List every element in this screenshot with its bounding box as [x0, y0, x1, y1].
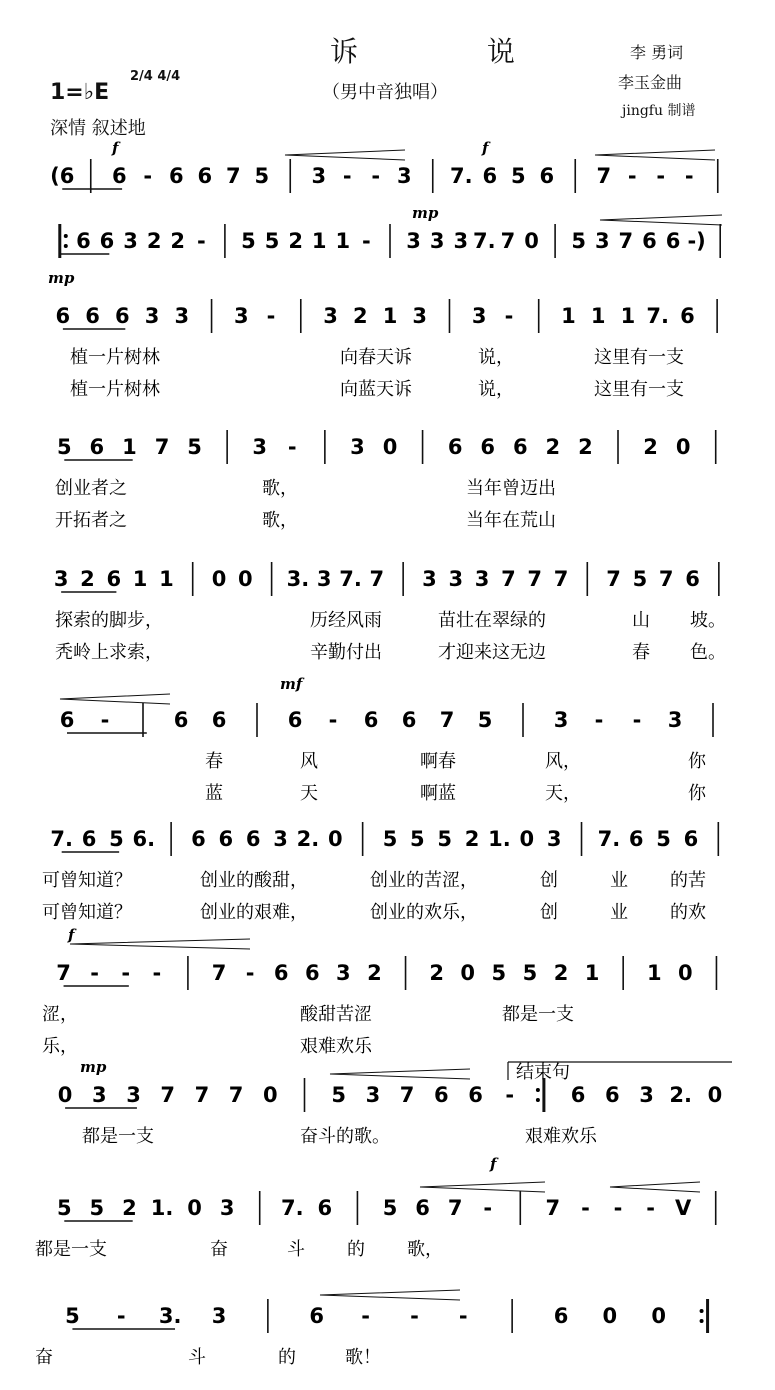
- lyric-verse2: 歌，: [262, 510, 298, 531]
- note: 1.: [150, 1196, 174, 1220]
- note: 0: [602, 1304, 618, 1328]
- key-signature: 1=♭E: [50, 80, 110, 105]
- note: 0: [651, 1304, 667, 1328]
- note: -: [245, 961, 255, 985]
- lyric-verse1: 歌，: [407, 1239, 443, 1260]
- note: 2: [367, 961, 382, 985]
- lyric-verse1: 说，: [478, 347, 514, 368]
- note: 7: [369, 567, 385, 591]
- note: -: [342, 164, 352, 188]
- note: 0: [519, 827, 535, 851]
- lyric-verse1: 都是一支: [502, 1004, 574, 1025]
- lyric-verse1: 创业者之: [55, 478, 127, 499]
- note: 3: [429, 229, 445, 253]
- note: 7: [501, 567, 516, 591]
- note: 3: [144, 304, 160, 328]
- note: (6: [50, 164, 75, 188]
- section-label: 结束句: [516, 1062, 570, 1083]
- lyric-verse2: 创业的艰难，: [200, 902, 308, 923]
- lyric-verse1: 春: [205, 751, 223, 772]
- note: 6: [680, 304, 695, 328]
- lyric-verse1: 酸甜苦涩: [300, 1004, 372, 1025]
- note: 7.: [597, 827, 621, 851]
- note: 1: [311, 229, 327, 253]
- note: -: [287, 435, 297, 459]
- lyric-verse1: 艰难欢乐: [525, 1126, 597, 1147]
- tempo-marking: 深情 叙述地: [50, 118, 146, 139]
- lyric-verse2: 业: [610, 902, 628, 923]
- repeat-dot: [536, 1088, 540, 1092]
- lyric-verse1: 风: [300, 751, 318, 772]
- note: -: [656, 164, 666, 188]
- note: 0: [237, 567, 253, 591]
- lyric-verse1: 都是一支: [82, 1126, 154, 1147]
- note: 2: [429, 961, 444, 985]
- hairpin: [610, 1182, 700, 1192]
- lyric-verse2: 春: [632, 642, 650, 663]
- note: 3: [365, 1083, 381, 1107]
- note: 2: [553, 961, 569, 985]
- note: -: [594, 708, 604, 732]
- note: 1.: [488, 827, 511, 851]
- lyric-verse2: 创业的欢乐，: [370, 902, 478, 923]
- note: 5: [109, 827, 124, 851]
- lyric-verse1: 奋: [35, 1347, 53, 1368]
- note: 0: [524, 229, 539, 253]
- note: 6: [363, 708, 379, 732]
- note: -: [371, 164, 381, 188]
- note: -: [121, 961, 131, 985]
- note: 6: [482, 164, 498, 188]
- note: 7.: [449, 164, 473, 188]
- lyric-verse2: 天，: [545, 783, 581, 804]
- note: 0: [211, 567, 227, 591]
- lyric-verse2: 秃岭上求索，: [55, 642, 163, 663]
- note: 5: [264, 229, 280, 253]
- note: 6: [85, 304, 100, 328]
- lyric-verse1: 歌！: [345, 1347, 381, 1368]
- note: 0: [262, 1083, 278, 1107]
- note: -: [143, 164, 153, 188]
- lyric-verse1: 奋斗的歌。: [300, 1126, 390, 1147]
- lyric-verse2: 蓝: [205, 783, 223, 804]
- note: 5: [56, 1196, 72, 1220]
- hairpin: [420, 1182, 545, 1192]
- note: 5: [656, 827, 671, 851]
- note: 3: [594, 229, 610, 253]
- note: 7: [658, 567, 674, 591]
- note: 1: [590, 304, 606, 328]
- note: 1: [584, 961, 600, 985]
- note: 5: [89, 1196, 105, 1220]
- note: 5: [241, 229, 256, 253]
- note: 3: [471, 304, 487, 328]
- note: 3.: [158, 1304, 182, 1328]
- composer-credit: 李玉金曲: [618, 73, 683, 92]
- note: 6: [468, 1083, 483, 1107]
- note: 5: [56, 435, 72, 459]
- note: 3: [91, 1083, 107, 1107]
- note: 7: [160, 1083, 176, 1107]
- repeat-dot: [700, 1309, 704, 1313]
- lyric-verse1: 的: [347, 1239, 365, 1260]
- hairpin: [285, 150, 405, 160]
- note: 5: [410, 827, 425, 851]
- note: 5: [254, 164, 270, 188]
- note: 6: [245, 827, 261, 851]
- lyric-verse2: 创: [540, 902, 558, 923]
- note: 6: [512, 435, 528, 459]
- lyric-verse1: 山: [632, 610, 650, 631]
- lyric-verse2: 开拓者之: [55, 510, 127, 531]
- dynamic-mark: mp: [80, 1058, 107, 1076]
- lyric-verse1: 斗: [287, 1239, 305, 1260]
- note: 7.: [339, 567, 362, 591]
- note: 3: [553, 708, 569, 732]
- note: -: [362, 229, 371, 253]
- note: 3: [474, 567, 490, 591]
- note: 1: [620, 304, 636, 328]
- lyric-verse1: 植一片树林: [70, 347, 160, 368]
- note: 5: [632, 567, 648, 591]
- note: 7.: [473, 229, 496, 253]
- note: 7: [500, 229, 516, 253]
- note: -: [581, 1196, 590, 1220]
- note: 6: [683, 827, 699, 851]
- note: 3: [311, 164, 327, 188]
- note: 6: [81, 827, 97, 851]
- note: 7: [596, 164, 612, 188]
- note: 6: [665, 229, 681, 253]
- note: 7: [439, 708, 455, 732]
- hairpin: [600, 215, 722, 225]
- note: 6: [106, 567, 122, 591]
- note: 7: [225, 164, 241, 188]
- lyric-verse2: 可曾知道？: [42, 902, 132, 923]
- lyric-verse1: 可曾知道？: [42, 870, 132, 891]
- note: -): [687, 229, 706, 253]
- note: 6: [570, 1083, 586, 1107]
- note: 5: [382, 827, 398, 851]
- note: 5: [477, 708, 493, 732]
- note: 2: [464, 827, 480, 851]
- lyric-verse1: 斗: [188, 1347, 206, 1368]
- note: 6: [553, 1304, 569, 1328]
- note: 1: [561, 304, 576, 328]
- lyric-verse2: 当年在荒山: [466, 510, 556, 531]
- hairpin: [60, 694, 170, 704]
- note: 6: [604, 1083, 620, 1107]
- note: 6: [539, 164, 555, 188]
- lyric-verse2: 的欢: [670, 902, 706, 923]
- note: 2: [578, 435, 593, 459]
- note: 2.: [296, 827, 320, 851]
- note: 5: [382, 1196, 398, 1220]
- note: 2: [643, 435, 658, 459]
- lyric-verse2: 说，: [478, 379, 514, 400]
- lyric-verse1: 历经风雨: [310, 610, 382, 631]
- dynamic-mark: mp: [48, 269, 75, 287]
- note: 5: [522, 961, 538, 985]
- note: 6: [401, 708, 417, 732]
- note: -: [196, 229, 206, 253]
- dynamic-mark: f: [112, 139, 119, 157]
- lyric-verse2: 色。: [690, 642, 726, 663]
- note: 3: [53, 567, 69, 591]
- note: 3: [336, 961, 351, 985]
- note: 7: [545, 1196, 561, 1220]
- note: 6: [59, 708, 75, 732]
- note: 1: [646, 961, 662, 985]
- song-title: 诉 说: [330, 35, 575, 68]
- lyric-verse1: 苗壮在翠绿的: [438, 610, 546, 631]
- note: 7: [56, 961, 71, 985]
- note: 6: [55, 304, 71, 328]
- note: 0: [707, 1083, 723, 1107]
- repeat-dot: [64, 234, 68, 238]
- note: 5: [571, 229, 587, 253]
- note: -: [328, 708, 338, 732]
- lyric-verse1: 向春天诉: [340, 347, 412, 368]
- lyric-verse2: 向蓝天诉: [340, 379, 412, 400]
- note: 7: [447, 1196, 463, 1220]
- dynamic-mark: mp: [412, 204, 439, 222]
- lyric-verse1: 都是一支: [35, 1239, 107, 1260]
- note: 2: [80, 567, 95, 591]
- hairpin: [330, 1069, 470, 1079]
- note: -: [100, 708, 110, 732]
- note: 2: [122, 1196, 137, 1220]
- note: 7.: [646, 304, 669, 328]
- lyricist-credit: 李 勇词: [630, 43, 684, 62]
- note: 6: [191, 827, 206, 851]
- note: 3.: [286, 567, 310, 591]
- note: -: [505, 1083, 515, 1107]
- note: -: [627, 164, 637, 188]
- hairpin: [595, 150, 715, 160]
- note: 5: [331, 1083, 347, 1107]
- note: 3: [422, 567, 437, 591]
- note: 6: [628, 827, 644, 851]
- lyric-verse2: 这里有一支: [594, 379, 684, 400]
- note: 1: [132, 567, 148, 591]
- dynamic-mark: f: [68, 926, 75, 944]
- note: 5: [437, 827, 453, 851]
- note: 3: [546, 827, 562, 851]
- note: 7: [606, 567, 621, 591]
- lyric-verse2: 你: [688, 783, 706, 804]
- note: -: [632, 708, 642, 732]
- note: -: [266, 304, 276, 328]
- note: 3: [412, 304, 428, 328]
- note: 5: [510, 164, 526, 188]
- note: 0: [187, 1196, 202, 1220]
- time-signature-first: 2/4: [130, 69, 153, 84]
- note: 0: [678, 961, 693, 985]
- note: 6: [642, 229, 657, 253]
- note: 6: [211, 708, 227, 732]
- lyric-verse2: 艰难欢乐: [300, 1036, 372, 1057]
- dynamic-mark: mf: [280, 675, 303, 693]
- note: 6: [273, 961, 289, 985]
- note: 3: [126, 1083, 141, 1107]
- lyric-verse1: 风，: [545, 751, 581, 772]
- lyric-verse2: 才迎来这无边: [438, 642, 546, 663]
- lyric-verse1: 的苦: [670, 870, 706, 891]
- note: 6: [197, 164, 213, 188]
- lyric-verse1: 坡。: [690, 610, 726, 631]
- song-subtitle: （男中音独唱）: [322, 82, 448, 103]
- note: 6: [99, 229, 115, 253]
- note: 7: [618, 229, 634, 253]
- note: 6: [115, 304, 130, 328]
- note: 6: [173, 708, 189, 732]
- note: 7: [194, 1083, 210, 1107]
- note: 3: [174, 304, 190, 328]
- note: 3: [396, 164, 412, 188]
- lyric-verse1: 创业的酸甜，: [200, 870, 308, 891]
- note: 6: [480, 435, 496, 459]
- note: 3: [252, 435, 268, 459]
- repeat-dot: [536, 1098, 540, 1102]
- hairpin: [320, 1290, 460, 1300]
- note: 7: [228, 1083, 244, 1107]
- note: 6: [447, 435, 463, 459]
- note: 1: [382, 304, 398, 328]
- note: 3: [350, 435, 365, 459]
- note: 1: [335, 229, 351, 253]
- note: 6: [317, 1196, 333, 1220]
- arranger-credit: jingfu 制谱: [622, 103, 696, 119]
- note: 6: [309, 1304, 325, 1328]
- note: V: [675, 1196, 692, 1220]
- lyric-verse1: 创: [540, 870, 558, 891]
- lyric-verse2: 天: [300, 783, 318, 804]
- dynamic-mark: f: [482, 139, 489, 157]
- note: 0: [460, 961, 476, 985]
- note: -: [646, 1196, 655, 1220]
- note: 6: [433, 1083, 449, 1107]
- dynamic-mark: f: [490, 1155, 497, 1173]
- note: 3: [123, 229, 138, 253]
- note: 6: [218, 827, 234, 851]
- note: 2: [170, 229, 186, 253]
- note: -: [458, 1304, 468, 1328]
- note: 3: [323, 304, 338, 328]
- note: 6: [111, 164, 127, 188]
- note: 7: [399, 1083, 415, 1107]
- note: 2: [146, 229, 162, 253]
- note: -: [116, 1304, 126, 1328]
- note: 0: [327, 827, 343, 851]
- note: 7: [154, 435, 170, 459]
- note: 0: [382, 435, 398, 459]
- note: 3: [316, 567, 332, 591]
- note: 2: [288, 229, 303, 253]
- lyric-verse1: 的: [278, 1347, 296, 1368]
- note: 3: [406, 229, 421, 253]
- note: 0: [57, 1083, 73, 1107]
- note: 6: [287, 708, 303, 732]
- note: 6: [76, 229, 91, 253]
- note: 7.: [280, 1196, 304, 1220]
- note: -: [504, 304, 514, 328]
- note: 3: [211, 1304, 227, 1328]
- lyric-verse1: 这里有一支: [594, 347, 684, 368]
- lyric-verse1: 歌，: [262, 478, 298, 499]
- note: -: [90, 961, 99, 985]
- lyric-verse2: 植一片树林: [70, 379, 160, 400]
- note: 6: [304, 961, 320, 985]
- note: 1: [122, 435, 137, 459]
- note: -: [152, 961, 162, 985]
- note: 3: [219, 1196, 235, 1220]
- note: 3: [639, 1083, 654, 1107]
- note: 7: [211, 961, 227, 985]
- note: 2: [352, 304, 368, 328]
- note: 7: [553, 567, 569, 591]
- note: 0: [675, 435, 691, 459]
- note: 7: [527, 567, 543, 591]
- note: 6.: [132, 827, 156, 851]
- lyric-verse1: 当年曾迈出: [466, 478, 556, 499]
- time-signature-second: 4/4: [157, 69, 181, 84]
- note: -: [361, 1304, 370, 1328]
- note: -: [684, 164, 694, 188]
- lyric-verse1: 奋: [210, 1239, 228, 1260]
- note: 5: [491, 961, 507, 985]
- lyric-verse2: 乐，: [42, 1036, 78, 1057]
- note: 5: [187, 435, 202, 459]
- hairpin: [70, 939, 250, 949]
- lyric-verse1: 探索的脚步，: [55, 610, 163, 631]
- lyric-verse1: 创业的苦涩，: [370, 870, 478, 891]
- note: 5: [65, 1304, 80, 1328]
- note: 3: [448, 567, 464, 591]
- repeat-dot: [64, 244, 68, 248]
- lyric-verse1: 涩，: [42, 1004, 78, 1025]
- note: 2: [545, 435, 561, 459]
- note: 7.: [50, 827, 73, 851]
- note: 3: [667, 708, 683, 732]
- repeat-dot: [700, 1319, 704, 1323]
- note: 6: [685, 567, 700, 591]
- note: 1: [159, 567, 174, 591]
- lyric-verse1: 你: [688, 751, 706, 772]
- note: -: [483, 1196, 493, 1220]
- note: 6: [168, 164, 184, 188]
- note: -: [410, 1304, 419, 1328]
- note: 6: [89, 435, 105, 459]
- note: 3: [273, 827, 288, 851]
- note: -: [613, 1196, 623, 1220]
- lyric-verse2: 啊蓝: [420, 783, 456, 804]
- lyric-verse1: 业: [610, 870, 628, 891]
- lyric-verse2: 辛勤付出: [310, 642, 382, 663]
- note: 6: [415, 1196, 430, 1220]
- note: 2.: [669, 1083, 692, 1107]
- lyric-verse1: 啊春: [420, 751, 456, 772]
- note: 3: [233, 304, 249, 328]
- note: 3: [453, 229, 469, 253]
